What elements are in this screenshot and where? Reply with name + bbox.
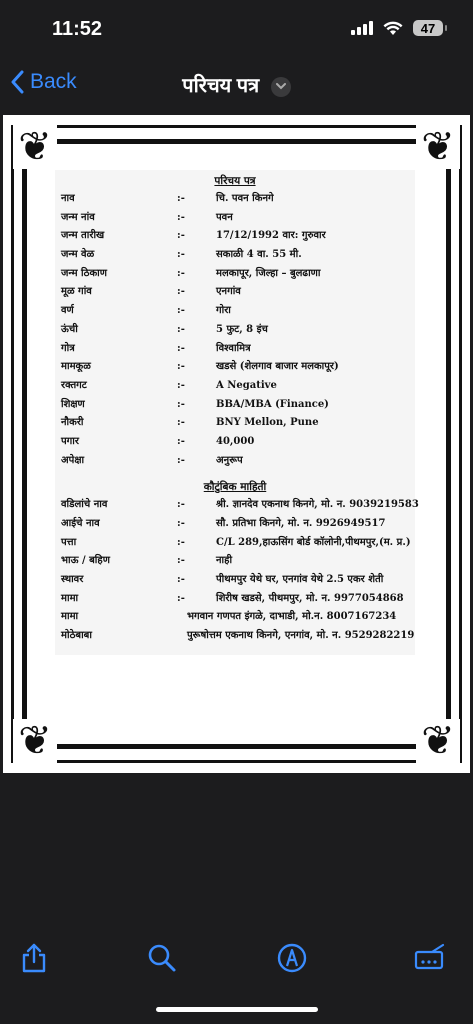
ornament-corner-icon: ❦ [416,125,460,169]
status-indicators [351,20,443,36]
back-label: Back [30,70,77,93]
row-value: मलकापूर, जिल्हा – बुलढाणा [216,267,321,279]
share-icon[interactable] [14,938,54,978]
row-value: 40,000 [216,435,255,447]
biodata-row [55,246,415,265]
row-label: नौकरी [61,417,84,429]
biodata-content [55,170,419,655]
row-label: जन्म वेळ [61,249,95,261]
row-value: C/L 289,हाऊसिंग बोर्ड कॉलोनी,पीथमपुर,(म. प्र.) [216,536,411,548]
ornament-corner-icon: ❦ [13,719,57,763]
row-separator: :- [177,361,185,373]
row-value: पुरूषोत्तम एकनाथ किनगे, एनगांव, मो. न. 9529282219 [187,630,415,642]
row-separator: :- [177,536,185,548]
row-value: नाही [216,555,233,567]
row-label: पत्ता [61,536,77,548]
biodata-row [55,433,415,452]
family-row [55,608,415,627]
row-separator: :- [177,230,185,242]
row-separator: :- [177,417,185,429]
row-label: आईचे नाव [61,518,100,529]
row-separator: :- [177,211,185,223]
row-value: 17/12/1992 वार: गुरुवार [216,230,326,242]
status-bar [0,0,473,60]
biodata-row [55,358,415,377]
row-value: BBA/MBA (Finance) [216,398,329,410]
row-label: ऊंची [61,323,78,335]
row-label: जन्म नांव [61,211,95,223]
home-indicator[interactable] [156,1007,318,1012]
row-label: वडिलांचे नाव [61,499,108,511]
biodata-row [55,377,415,396]
biodata-row [55,414,415,433]
row-value: खडसे (शेलगाव बाजार मलकापूर) [216,361,339,373]
row-value: गोरा [216,305,231,317]
row-separator: :- [177,592,185,604]
row-label: नाव [61,193,75,204]
row-separator: :- [177,249,185,261]
row-label: मूळ गांव [61,286,92,298]
biodata-row [55,396,415,415]
biodata-heading: परिचय पत्र [214,175,256,187]
row-value: पीथमपुर येथे घर, एनगांव येथे 2.5 एकर शेती [216,574,384,586]
family-row [55,590,415,609]
family-row [55,552,415,571]
biodata-row [55,227,415,246]
row-label: मोठेबाबा [61,630,92,642]
row-value: शिरीष खडसे, पीथमपुर, मो. न. 9977054868 [216,592,404,604]
biodata-row [55,283,415,302]
navigation-bar [0,60,473,110]
row-label: मामकूळ [61,361,91,373]
row-separator: :- [177,323,185,335]
row-label: स्थावर [61,574,84,586]
row-label: भाऊ / बहिण [61,555,110,567]
row-separator: :- [177,499,185,511]
row-value: सकाळी 4 वा. 55 मी. [216,249,302,261]
more-icon[interactable] [410,938,450,978]
biodata-row [55,209,415,228]
row-separator: :- [177,305,185,317]
row-separator: :- [177,435,185,447]
row-separator: :- [177,193,185,204]
row-label: अपेक्षा [61,454,85,466]
family-row [55,496,419,515]
row-value: भगवान गणपत इंगळे, दाभाडी, मो.न. 8007167234 [187,611,397,623]
biodata-row [55,265,415,284]
row-separator: :- [177,574,185,586]
row-value: अनुरूप [216,454,243,466]
row-value: BNY Mellon, Pune [216,417,319,429]
ornament-corner-icon: ❦ [416,719,460,763]
document-image [3,115,470,773]
battery-level: 47 [420,20,436,36]
family-row [55,534,415,553]
row-label: मामा [61,592,79,604]
row-label: गोत्र [61,342,75,354]
row-separator: :- [177,267,185,279]
row-value: एनगांव [216,286,241,298]
markup-icon[interactable] [272,938,312,978]
biodata-row [55,190,415,209]
row-label: जन्म ठिकाण [61,267,107,279]
row-separator: :- [177,379,185,391]
row-value: पवन [216,211,233,223]
family-row [55,571,415,590]
row-value: चि. पवन किनगे [216,193,274,204]
page-title-text: परिचय पत्र [182,75,260,97]
wifi-icon [383,21,403,36]
status-time: 11:52 [52,18,103,40]
row-label: मामा [61,611,79,623]
search-icon[interactable] [142,938,182,978]
family-heading: कौटुंबिक माहिती [203,481,267,494]
biodata-row [55,321,415,340]
biodata-row [55,452,415,471]
row-label: शिक्षण [61,398,85,410]
row-separator: :- [177,518,185,529]
row-value: 5 फुट, 8 इंच [216,323,268,335]
row-separator: :- [177,454,185,466]
family-row [55,627,415,646]
page-title[interactable] [0,71,473,98]
row-separator: :- [177,555,185,567]
family-row [55,515,415,534]
row-label: पगार [61,435,79,447]
cellular-signal-icon [351,21,373,35]
row-separator: :- [177,398,185,410]
row-value: श्री. ज्ञानदेव एकनाथ किनगे, मो. न. 9039219583 [216,499,419,511]
row-label: रक्तगट [61,379,87,391]
row-separator: :- [177,342,185,354]
ornament-corner-icon: ❦ [13,125,57,169]
row-value: विश्वामित्र [216,342,251,354]
row-label: वर्ण [61,305,74,317]
biodata-row [55,340,415,359]
biodata-row [55,302,415,321]
chevron-down-icon[interactable] [271,77,291,97]
row-value: A Negative [216,379,277,391]
row-value: सौ. प्रतिभा किनगे, मो. न. 9926949517 [216,518,386,529]
battery-icon [413,20,443,36]
row-separator: :- [177,286,185,298]
row-label: जन्म तारीख [61,230,105,242]
